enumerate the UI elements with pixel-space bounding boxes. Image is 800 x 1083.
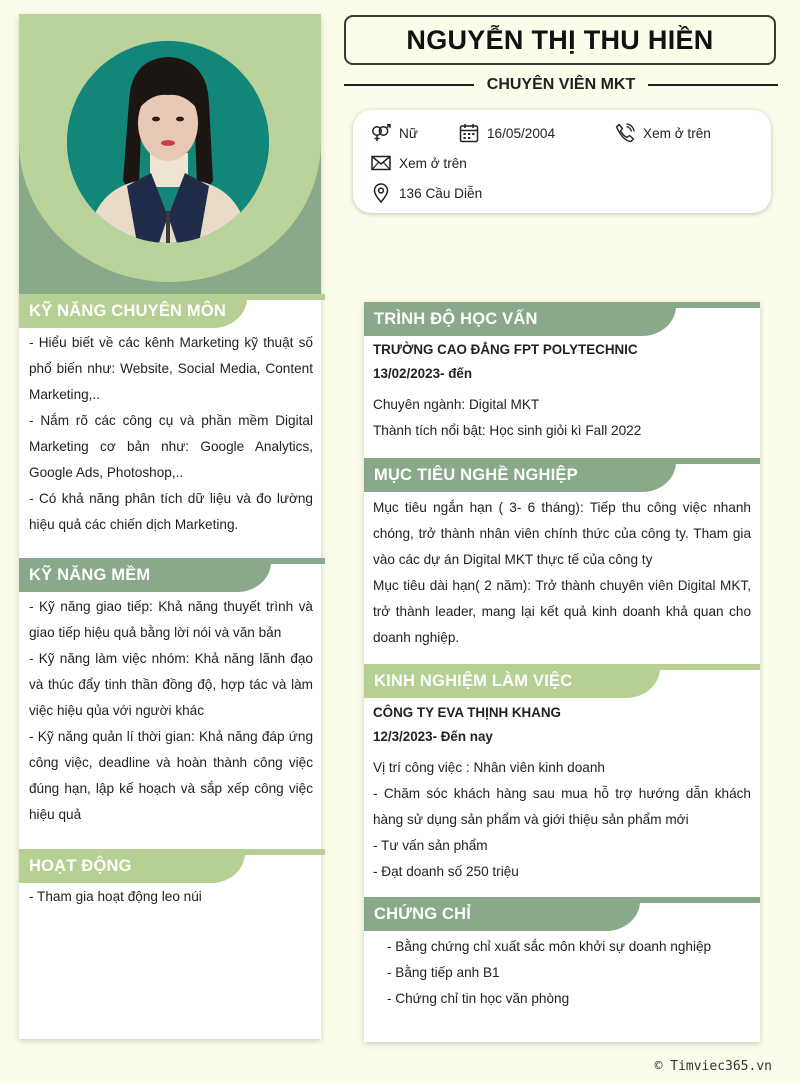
contact-email: [371, 152, 467, 174]
education-major: Chuyên ngành: Digital MKT: [373, 397, 540, 412]
experience-period: 12/3/2023- Đến nay: [373, 729, 493, 744]
soft-skill-item: - Kỹ năng quản lí thời gian: Khả năng đáp ứng công việc, deadline và hoàn thành công việc đúng hạn, lập kế hoạch và sắp xếp công việc hiệu quả: [29, 729, 313, 822]
photo-panel: [19, 14, 321, 294]
certificate-item: - Bằng tiếp anh B1: [387, 965, 500, 980]
objective-body: [373, 495, 751, 651]
job-position: Vị trí công việc : Nhân viên kinh doanh: [373, 760, 605, 775]
experience-title: KINH NGHIỆM LÀM VIỆC: [364, 664, 660, 698]
activities-body: [29, 884, 313, 910]
experience-task: - Chăm sóc khách hàng sau mua hỗ trợ hướng dẫn khách hàng sử dụng sản phẩm và giới thiệu sản phẩm mới: [373, 786, 751, 827]
certificates-title: CHỨNG CHỈ: [364, 897, 640, 931]
certificate-item: - Bằng chứng chỉ xuất sắc môn khởi sự doanh nghiệp: [387, 939, 712, 954]
phone-icon: [615, 123, 635, 143]
certificate-item: - Chứng chỉ tin học văn phòng: [387, 991, 570, 1006]
education-period: 13/02/2023- đến: [373, 366, 473, 381]
professional-skill-item: - Có khả năng phân tích dữ liệu và đo lường hiệu quả các chiến dịch Marketing.: [29, 491, 313, 532]
experience-task: - Tư vấn sản phẩm: [373, 838, 488, 853]
gender-icon: [371, 124, 391, 142]
contact-phone: [615, 122, 711, 144]
activity-item: - Tham gia hoạt động leo núi: [29, 889, 202, 904]
experience-body: [373, 701, 751, 885]
activities-title: HOẠT ĐỘNG: [19, 849, 245, 883]
company-name: CÔNG TY EVA THỊNH KHANG: [373, 705, 561, 720]
soft-skills-body: [29, 594, 313, 828]
short-term-goal: Mục tiêu ngắn hạn ( 3- 6 tháng): Tiếp thu công việc nhanh chóng, trở thành nhân viên chính thức của công ty. Tham gia vào các dự án Digital MKT thực tế của công ty: [373, 500, 751, 567]
activities-header: [19, 849, 325, 883]
calendar-icon: [459, 123, 479, 143]
soft-skills-title: KỸ NĂNG MỀM: [19, 558, 271, 592]
education-title: TRÌNH ĐỘ HỌC VẤN: [364, 302, 676, 336]
contact-card: [353, 110, 771, 213]
education-header: [364, 302, 760, 336]
watermark: © Timviec365.vn: [654, 1059, 772, 1074]
right-column: [364, 302, 760, 1042]
soft-skill-item: - Kỹ năng làm việc nhóm: Khả năng lãnh đạo và thúc đẩy tinh thần đồng độ, hợp tác và làm việc hiệu qủa với người khác: [29, 651, 313, 718]
soft-skill-item: - Kỹ năng giao tiếp: Khả năng thuyết trình và giao tiếp hiệu quả bằng lời nói và văn bản: [29, 599, 313, 640]
certificates-body: [387, 934, 751, 1012]
contact-gender: [371, 122, 418, 144]
portrait-illustration: [67, 41, 269, 243]
phone-value: Xem ở trên: [643, 125, 711, 141]
objective-title: MỤC TIÊU NGHỀ NGHIỆP: [364, 458, 676, 492]
contact-address: [371, 182, 482, 204]
job-title: CHUYÊN VIÊN MKT: [474, 74, 648, 96]
email-icon: [371, 155, 391, 171]
professional-skill-item: - Hiểu biết về các kênh Marketing kỹ thuật số phổ biến như: Website, Social Media, Content Marketing,..: [29, 335, 313, 402]
contact-birthday: [459, 122, 555, 144]
email-value: Xem ở trên: [399, 155, 467, 171]
long-term-goal: Mục tiêu dài hạn( 2 năm): Trở thành chuyên viên Digital MKT, trở thành leader, mang lại kết quả kinh doanh khả quan cho doanh nghiệp.: [373, 578, 751, 645]
professional-skill-item: - Nắm rõ các công cụ và phần mềm Digital Marketing cơ bản như: Google Analytics, Google Ads, Photoshop,..: [29, 413, 313, 480]
avatar: [67, 41, 269, 243]
birthday-value: 16/05/2004: [487, 125, 556, 141]
professional-skills-title: KỸ NĂNG CHUYÊN MÔN: [19, 294, 247, 328]
location-pin-icon: [371, 183, 391, 203]
experience-task: - Đạt doanh số 250 triệu: [373, 864, 519, 879]
full-name: NGUYỄN THỊ THU HIỀN: [344, 15, 776, 65]
education-achievement: Thành tích nổi bật: Học sinh giỏi kì Fall 2022: [373, 423, 642, 438]
professional-skills-header: [19, 294, 325, 328]
school-name: TRƯỜNG CAO ĐẲNG FPT POLYTECHNIC: [373, 342, 638, 357]
soft-skills-header: [19, 558, 325, 592]
left-column: [19, 14, 321, 1039]
professional-skills-body: [29, 330, 313, 538]
education-body: [373, 338, 751, 444]
certificates-header: [364, 897, 760, 931]
address-value: 136 Cầu Diễn: [399, 185, 483, 201]
experience-header: [364, 664, 760, 698]
objective-header: [364, 458, 760, 492]
gender-value: Nữ: [399, 125, 418, 141]
